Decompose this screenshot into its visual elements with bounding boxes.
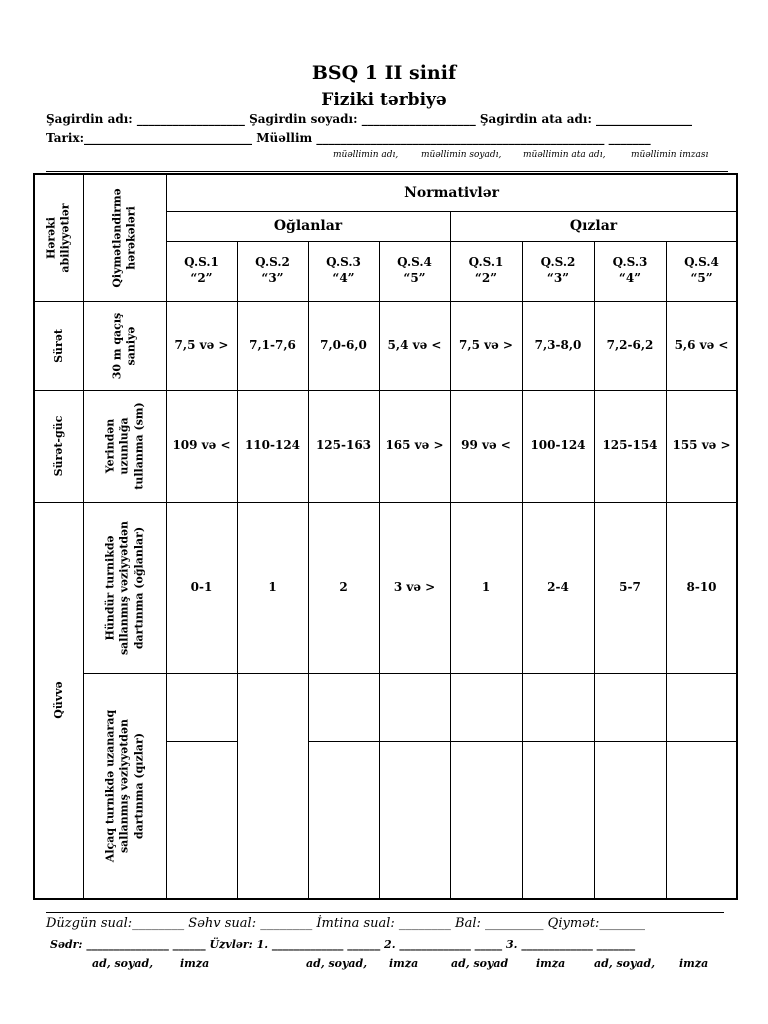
teacher-surname-label: müəllimin soyadı, xyxy=(421,150,502,160)
normatives-table xyxy=(33,173,738,900)
sig-label: ad, soyad, xyxy=(306,957,368,970)
norm-value-cell: 2 xyxy=(308,502,379,673)
normatives-header: Normativlər xyxy=(166,174,737,211)
norm-value-cell: 7,2-6,2 xyxy=(594,301,666,390)
norm-value-cell: 125-154 xyxy=(594,390,666,502)
sig-label: imza xyxy=(389,957,419,970)
header-divider xyxy=(46,171,728,172)
grade-header: Q.S.2 “3” xyxy=(522,241,594,301)
subject-title: Fiziki tərbiyə xyxy=(321,90,447,110)
empty-cell xyxy=(594,673,666,741)
norm-value-cell: 2-4 xyxy=(522,502,594,673)
empty-cell xyxy=(308,741,379,899)
grade-header: Q.S.2 “3” xyxy=(237,241,308,301)
sig-label: ad, soyad xyxy=(451,957,509,970)
sig-label: ad, soyad, xyxy=(594,957,656,970)
empty-cell xyxy=(666,673,737,741)
empty-cell xyxy=(450,741,522,899)
grade-header: Q.S.3 “4” xyxy=(594,241,666,301)
grade-header: Q.S.1 “2” xyxy=(166,241,237,301)
norm-value-cell: 8-10 xyxy=(666,502,737,673)
norm-value-cell: 5,6 və < xyxy=(666,301,737,390)
teacher-patronymic-label: müəllimin ata adı, xyxy=(523,150,606,160)
date-teacher-line: Tarix:____________________________ Müəllim ________________________________________________ _______ xyxy=(46,131,651,145)
norm-value-cell: 7,1-7,6 xyxy=(237,301,308,390)
norm-value-cell: 1 xyxy=(450,502,522,673)
test-long-jump: Yerindən uzunluğa tullanma (sm) xyxy=(83,390,166,502)
empty-cell xyxy=(594,741,666,899)
sig-label: imza xyxy=(679,957,709,970)
girls-header: Qızlar xyxy=(450,211,737,241)
test-run-30m: 30 m qaçış saniyə xyxy=(83,301,166,390)
norm-value-cell: 109 və < xyxy=(166,390,237,502)
ability-strength: Qüvvə xyxy=(34,502,83,899)
norm-value-cell: 125-163 xyxy=(308,390,379,502)
page-title: BSQ 1 II sinif xyxy=(311,62,457,84)
empty-cell xyxy=(522,673,594,741)
empty-cell xyxy=(308,673,379,741)
norm-value-cell: 7,5 və > xyxy=(166,301,237,390)
norm-value-cell: 165 və > xyxy=(379,390,450,502)
norm-value-cell: 1 xyxy=(237,502,308,673)
answers-summary-line: Düzgün sual:________ Səhv sual: ________ İmtina sual: ________ Bal: _________ Qiymət:_______ xyxy=(46,916,645,931)
empty-cell xyxy=(522,741,594,899)
ability-speed: Sürət xyxy=(34,301,83,390)
norm-value-cell: 3 və > xyxy=(379,502,450,673)
empty-cell xyxy=(450,673,522,741)
teacher-name-label: müəllimin adı, xyxy=(333,150,399,160)
norm-value-cell: 7,5 və > xyxy=(450,301,522,390)
footer-divider xyxy=(46,912,724,913)
norm-value-cell: 5,4 və < xyxy=(379,301,450,390)
norm-value-cell: 99 və < xyxy=(450,390,522,502)
norm-value-cell: 0-1 xyxy=(166,502,237,673)
empty-cell xyxy=(166,741,237,899)
norm-value-cell: 100-124 xyxy=(522,390,594,502)
grade-header: Q.S.4 “5” xyxy=(666,241,737,301)
empty-cell xyxy=(666,741,737,899)
empty-cell xyxy=(237,673,308,899)
abilities-header: Hərəki abiliyyətlər xyxy=(34,174,83,301)
norm-value-cell: 155 və > xyxy=(666,390,737,502)
empty-cell xyxy=(379,741,450,899)
norm-value-cell: 5-7 xyxy=(594,502,666,673)
boys-header: Oğlanlar xyxy=(166,211,450,241)
teacher-signature-label: müəllimin imzası xyxy=(631,150,709,160)
norm-value-cell: 110-124 xyxy=(237,390,308,502)
commission-line: Sədr: _______________ ______ Üzvlər: 1. _____________ ______ 2. _____________ _____ 3. _____________ _______ xyxy=(50,938,636,951)
sig-label: imza xyxy=(536,957,566,970)
norm-value-cell: 7,3-8,0 xyxy=(522,301,594,390)
grade-header: Q.S.1 “2” xyxy=(450,241,522,301)
grade-header: Q.S.4 “5” xyxy=(379,241,450,301)
empty-cell xyxy=(379,673,450,741)
sig-label: ad, soyad, xyxy=(92,957,154,970)
norm-value-cell: 7,0-6,0 xyxy=(308,301,379,390)
empty-cell xyxy=(166,673,237,741)
grade-header: Q.S.3 “4” xyxy=(308,241,379,301)
test-low-bar-girls: Alçaq turnikdə uzanaraq sallanmış vəziyyətdən dartınma (qızlar) xyxy=(83,673,166,899)
sig-label: imza xyxy=(180,957,210,970)
student-info-line: Şagirdin adı: __________________ Şagirdin soyadı: ___________________ Şagirdin ata adı: ________________ xyxy=(46,112,693,126)
ability-speed-power: Sürət-güc xyxy=(34,390,83,502)
assessment-header: Qiymətləndirmə hərəkələri xyxy=(83,174,166,301)
test-high-bar-boys: Hündür turnikdə sallanmış vəziyyətdən dartınma (oğlanlar) xyxy=(83,502,166,673)
